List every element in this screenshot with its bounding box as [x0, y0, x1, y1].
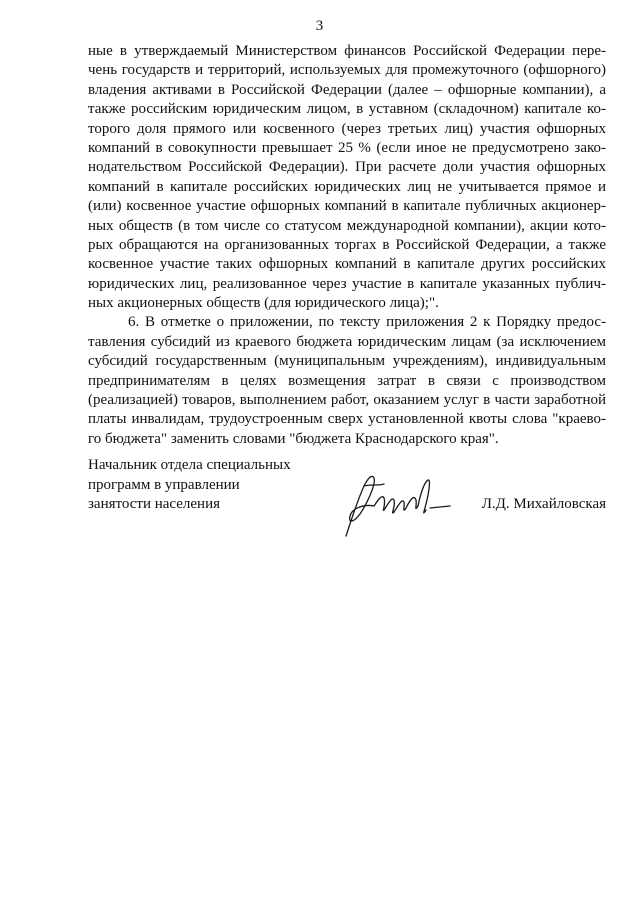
- text-line: юридических лиц, реализованное через участие в капитале указанных публич-: [88, 275, 606, 292]
- handwritten-signature: [334, 464, 454, 544]
- text-line: владения активами в Российской Федерации (далее – офшорные компании), а: [88, 81, 606, 98]
- text-line: рых обращаются на организованных торгах в Российской Федерации, а также: [88, 236, 606, 253]
- signature-block: [88, 456, 606, 576]
- text-line: также российским юридическим лицом, в уставном (складочном) капитале ко-: [88, 101, 606, 118]
- text-line: нодательством Российской Федерации). При расчете доли участия офшорных: [88, 159, 606, 176]
- text-line: субсидий государственным (муниципальным учреждениям), индивидуальным: [88, 353, 606, 370]
- text-line: компаний в капитале российских юридических лиц не учитывается прямое и: [88, 178, 606, 195]
- text-line: косвенное участие таких офшорных компаний в капитале других российских: [88, 256, 606, 273]
- position-line: занятости населения: [88, 496, 221, 513]
- signer-name: Л.Д. Михайловская: [481, 496, 606, 512]
- text-line: ных акционерных обществ (для юридического лица);".: [88, 295, 439, 312]
- text-line: чень государств и территорий, используемых для промежуточного (офшорного): [88, 62, 606, 79]
- text-line: 6. В отметке о приложении, по тексту приложения 2 к Порядку предос-: [128, 314, 606, 331]
- paragraph-offshore-definition: [88, 42, 606, 313]
- text-line: (или) косвенное участие офшорных компаний в капитале публичных акционер-: [88, 198, 606, 215]
- page-number: 3: [315, 18, 324, 34]
- position-line: Начальник отдела специальных: [88, 457, 291, 473]
- text-line: торого доля прямого или косвенного (через третьих лиц) участия офшорных: [88, 120, 606, 137]
- text-line: платы инвалидам, трудоустроенным сверх установленной квоты слова "краево-: [88, 411, 606, 428]
- text-line: го бюджета" заменить словами "бюджета Краснодарского края".: [88, 430, 499, 447]
- signer-position: [88, 456, 291, 515]
- text-line: (реализацией) товаров, выполнением работ, оказанием услуг в части заработной: [88, 392, 606, 409]
- paragraph-item-6: [88, 313, 606, 449]
- text-line: предпринимателям в целях возмещения затрат в связи с производством: [88, 372, 606, 389]
- document-body: [88, 42, 606, 449]
- position-line: программ в управлении: [88, 476, 240, 493]
- text-line: ные в утверждаемый Министерством финансов Российской Федерации пере-: [88, 43, 606, 59]
- text-line: тавления субсидий из краевого бюджета юридическим лицам (за исключением: [88, 333, 606, 350]
- text-line: компаний в совокупности превышает 25 % (если иное не предусмотрено зако-: [88, 139, 606, 156]
- text-line: ных обществ (в том числе со статусом международной компании), акции кото-: [88, 217, 606, 234]
